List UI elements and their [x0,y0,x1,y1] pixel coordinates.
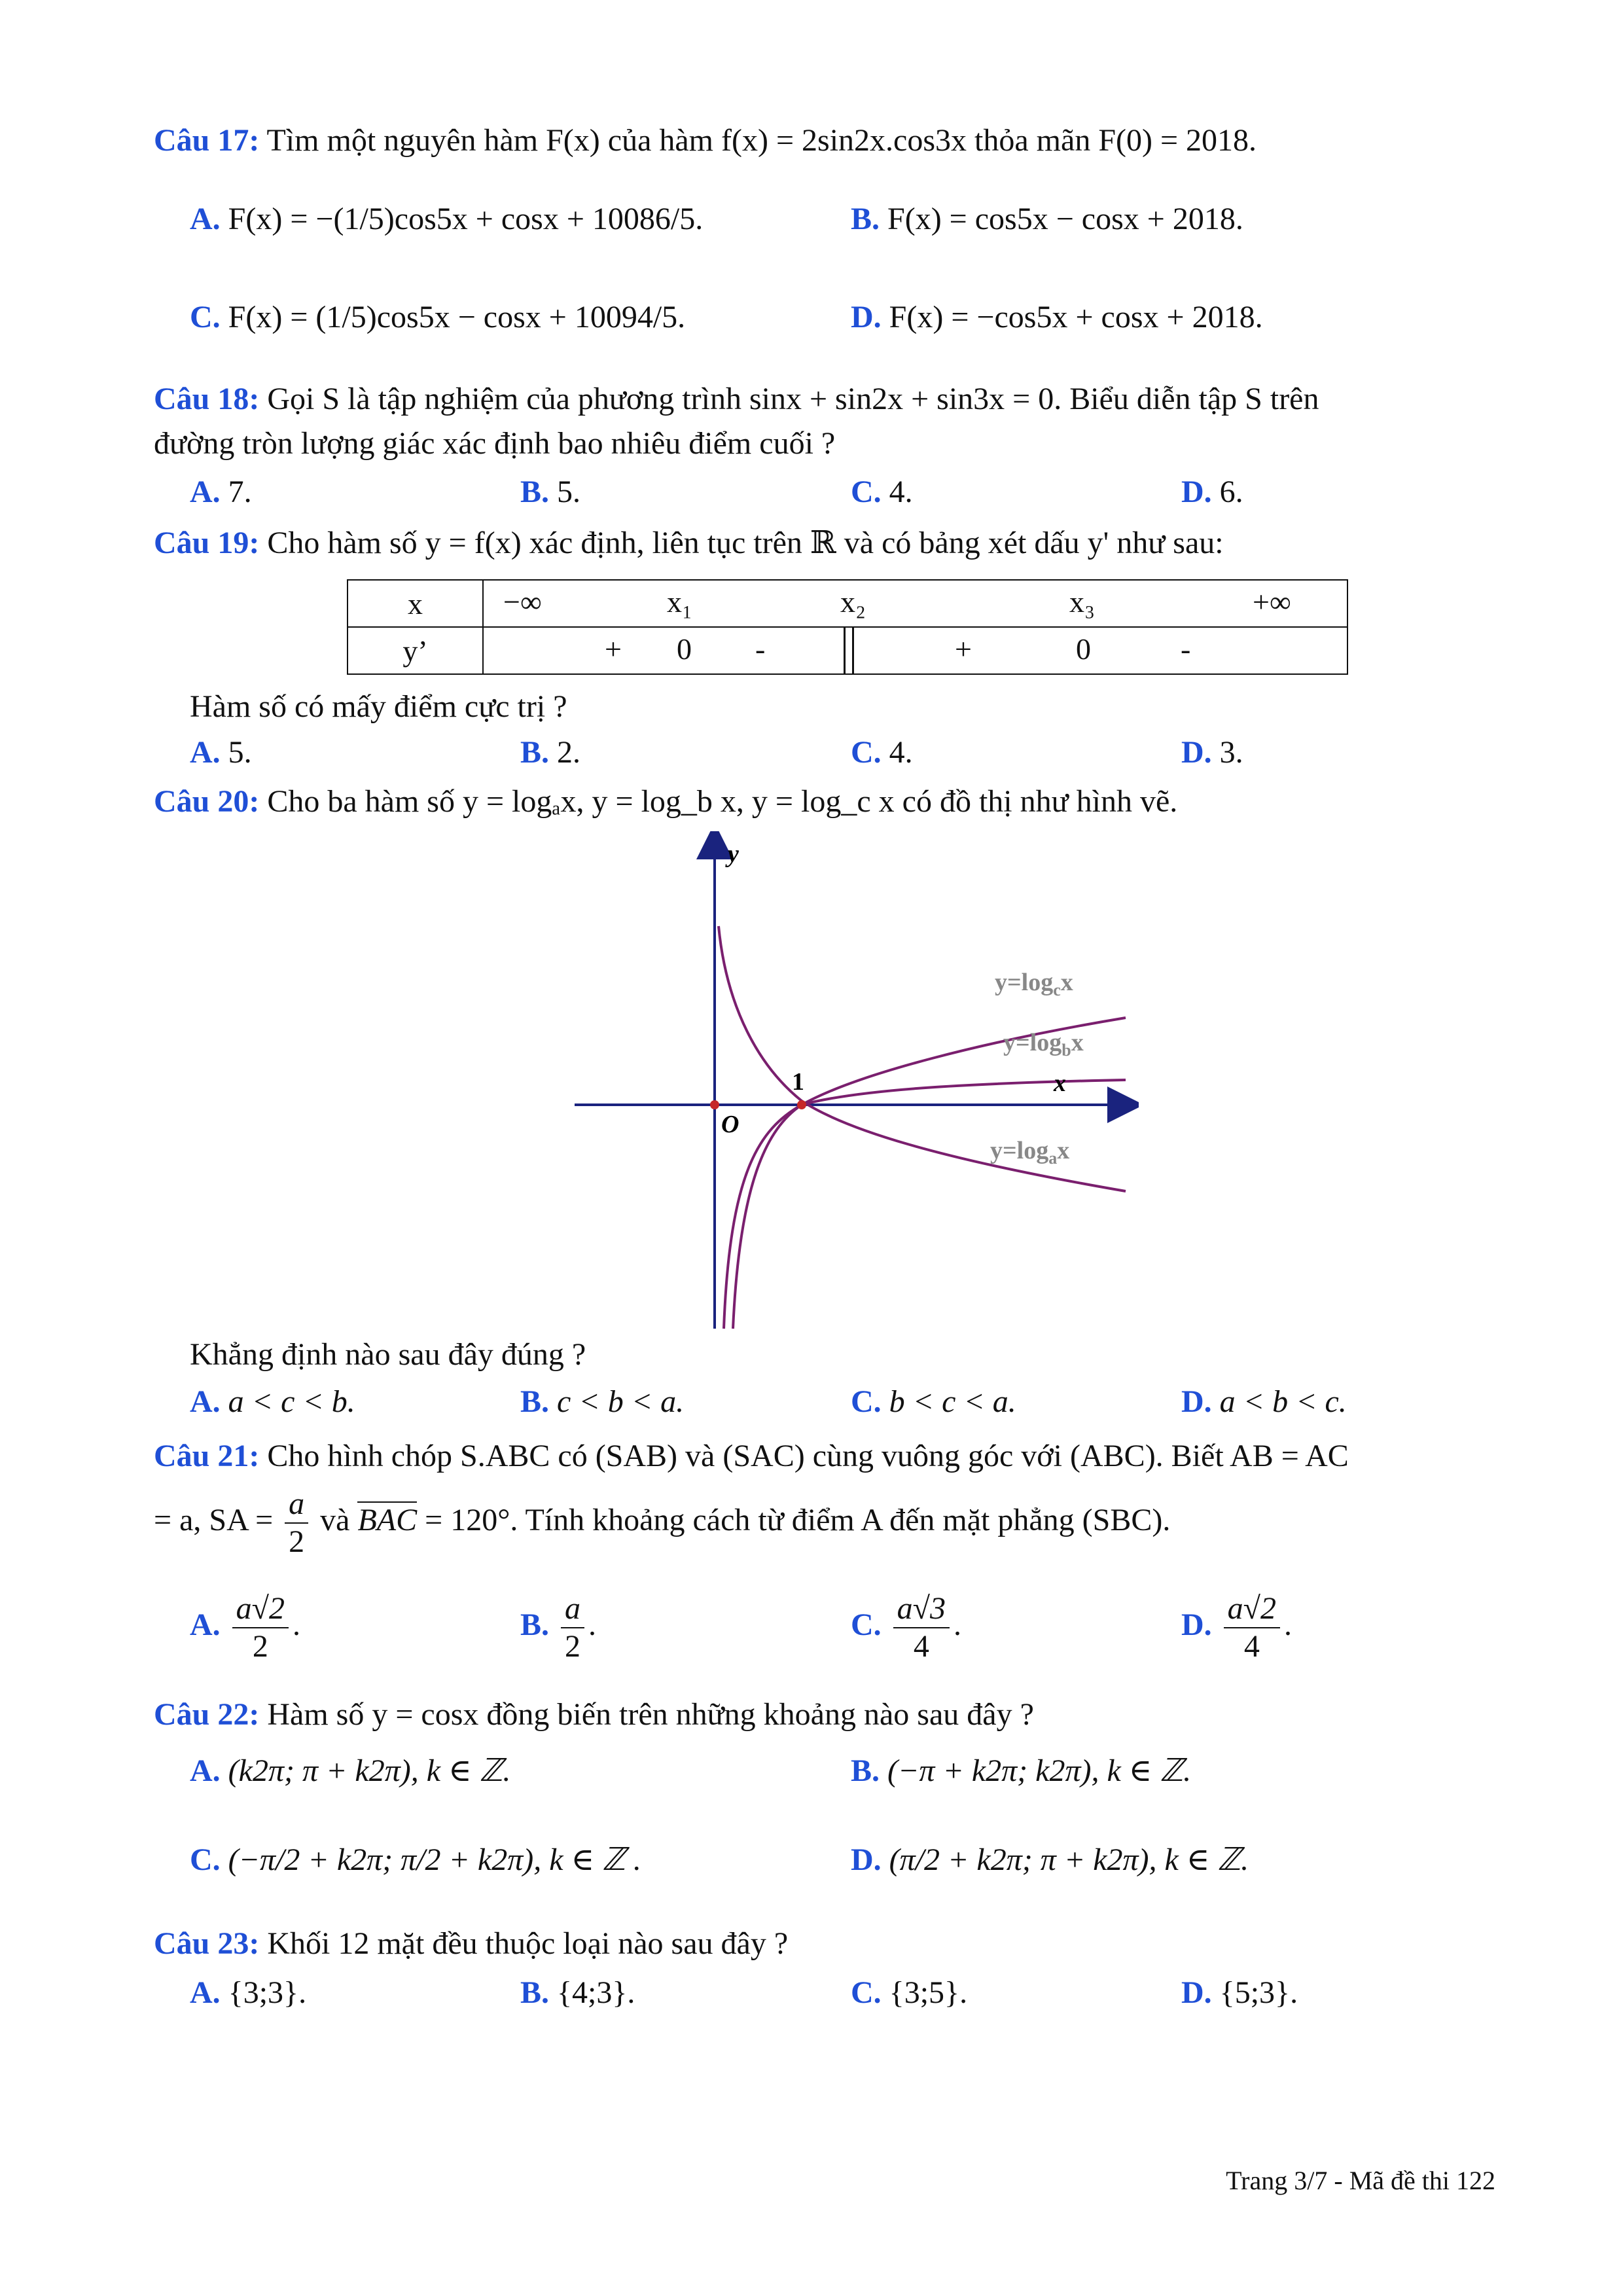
q22-option-a [190,1751,510,1791]
option-label: D. [1181,735,1212,770]
option-label: C. [851,1975,882,2010]
q22-number: Câu 22: [154,1697,260,1732]
q17-option-d [851,298,1263,337]
q21-stem-line1 [154,1437,1349,1476]
q19-question: Hàm số có mấy điểm cực trị ? [190,689,567,724]
q22-stem [154,1695,1034,1734]
option-text: (−π + k2π; k2π), k ∈ ℤ. [887,1753,1192,1788]
option-text: 5. [557,475,581,509]
option-label: D. [1181,1607,1212,1643]
q19-option-c [851,733,913,772]
fraction-numerator: a [561,1590,584,1628]
fraction-denominator: 2 [252,1629,268,1664]
option-label: B. [520,1607,550,1643]
undefined-marker [844,628,854,673]
q17-number: Câu 17: [154,123,260,158]
option-label: D. [1181,475,1212,509]
q23-option-a [190,1973,306,2013]
q23-option-b [520,1973,635,2013]
q19-option-d [1181,733,1243,772]
q18-option-d [1181,473,1243,512]
q21-option-c: C. $\frac{a√3}{4}$ . [851,1591,962,1664]
option-label: C. [851,735,882,770]
q17-option-c [190,298,685,337]
q18-stem-line1 [154,380,1319,419]
q17-text: Tìm một nguyên hàm F(x) của hàm f(x) = 2sin2x.cos3x thỏa mãn F(0) = 2018. [266,123,1257,158]
q19-text: Cho hàm số y = f(x) xác định, liên tục trên ℝ và có bảng xét dấu y' như sau: [267,526,1224,560]
q17-stem [154,121,1257,160]
option-label: A. [190,1975,221,2010]
option-text: c < b < a. [557,1384,685,1419]
origin-point [710,1100,719,1109]
x-axis-label: x [1054,1069,1066,1097]
sign-minus: - [755,632,766,666]
option-text: F(x) = −(1/5)cos5x + cosx + 10086/5. [228,202,704,236]
q22-option-d [851,1840,1249,1880]
option-fraction [232,1590,289,1665]
q21-text1: Cho hình chóp S.ABC có (SAB) và (SAC) cùng vuông góc với (ABC). Biết AB = AC [267,1439,1349,1473]
q19-number: Câu 19: [154,526,260,560]
option-text: (π/2 + k2π; π + k2π), k ∈ ℤ. [889,1842,1249,1877]
origin-label: O [721,1111,740,1138]
label-log-b: $y=\log_bx$ [1003,1029,1084,1060]
option-label: B. [520,475,550,509]
q18-number: Câu 18: [154,382,260,416]
option-fraction [561,1590,584,1665]
option-label: D. [851,300,882,334]
fraction-numerator: a√2 [1224,1590,1280,1628]
q21-option-a: A. $\frac{a√2}{2}$ . [190,1591,301,1664]
option-label: C. [190,1842,221,1877]
option-text: F(x) = −cos5x + cosx + 2018. [889,300,1263,334]
q20-text: Cho ba hàm số y = logₐx, y = log_b x, y = log_c x có đồ thị như hình vẽ. [267,784,1178,819]
option-text: (k2π; π + k2π), k ∈ ℤ. [228,1753,511,1788]
sign-table-x-row [483,580,1347,627]
option-text: 6. [1219,475,1243,509]
sign-zero: 0 [677,632,692,666]
q20-stem [154,782,1177,821]
sa-fraction [285,1486,308,1560]
sign-table-y-row [483,627,1347,674]
point-one [797,1100,806,1109]
q21-stem-line2 [154,1486,1170,1560]
option-fraction [893,1590,950,1665]
q22-option-b [851,1751,1191,1791]
label-log-a: $y=\log_ax$ [990,1137,1070,1168]
neg-infinity: −∞ [503,585,542,619]
q21-text2b: và [320,1503,350,1538]
option-label: A. [190,1384,221,1419]
option-label: C. [190,300,221,334]
option-text: 4. [889,735,913,770]
option-label: C. [851,1384,882,1419]
option-text: {3;3}. [228,1975,307,2010]
option-label: A. [190,202,221,236]
q20-option-b [520,1382,684,1422]
q18-option-b [520,473,580,512]
angle-bac: BAC [357,1503,418,1538]
pos-infinity: +∞ [1253,585,1291,619]
option-label: B. [851,202,880,236]
sign-plus: + [605,632,622,666]
option-fraction [1224,1590,1280,1665]
sign-zero: 0 [1076,632,1091,666]
option-text: 5. [228,735,252,770]
q21-text2c: = 120°. Tính khoảng cách từ điểm A đến mặt phẳng (SBC). [425,1503,1171,1538]
curve-log-b [724,1080,1126,1329]
option-text: F(x) = cos5x − cosx + 2018. [887,202,1243,236]
q19-option-b [520,733,580,772]
option-text: a < c < b. [228,1384,355,1419]
fraction-numerator: a√2 [232,1590,289,1628]
option-label: B. [520,1384,550,1419]
fraction-denominator: 4 [1243,1629,1260,1664]
option-label: B. [520,1975,550,2010]
option-text: 2. [557,735,581,770]
option-text: 7. [228,475,252,509]
q19-stem [154,524,1224,563]
option-label: D. [851,1842,882,1877]
q23-number: Câu 23: [154,1926,260,1961]
option-label: A. [190,475,221,509]
option-text: 3. [1219,735,1243,770]
sign-plus: + [955,632,972,666]
option-label: C. [851,475,882,509]
q18-option-c [851,473,913,512]
q23-option-c [851,1973,967,2013]
q18-stem-line2: đường tròn lượng giác xác định bao nhiêu điểm cuối ? [154,426,836,461]
option-text: {3;5}. [889,1975,968,2010]
option-text: F(x) = (1/5)cos5x − cosx + 10094/5. [228,300,686,334]
q23-text: Khối 12 mặt đều thuộc loại nào sau đây ? [267,1926,789,1961]
option-label: A. [190,1607,221,1643]
q18-text1: Gọi S là tập nghiệm của phương trình sinx + sin2x + sin3x = 0. Biểu diễn tập S trên [267,382,1319,416]
q18-option-a [190,473,252,512]
option-text: a < b < c. [1219,1384,1347,1419]
sign-table-x-head: x [348,580,483,627]
option-text: {4;3}. [557,1975,635,2010]
option-label: B. [851,1753,880,1788]
q17-option-b [851,200,1243,239]
q19-option-a [190,733,252,772]
one-label: 1 [792,1068,804,1096]
fraction-denominator: 4 [913,1629,929,1664]
q20-option-c [851,1382,1016,1422]
option-label: D. [1181,1384,1212,1419]
q22-text: Hàm số y = cosx đồng biến trên những khoảng nào sau đây ? [267,1697,1034,1732]
q20-option-a [190,1382,355,1422]
option-label: A. [190,735,221,770]
fraction-denominator: 2 [289,1524,305,1559]
option-text: {5;3}. [1219,1975,1298,2010]
log-graph [569,831,1139,1335]
x1-label: x₁ [667,585,693,619]
q20-question: Khẳng định nào sau đây đúng ? [190,1337,586,1372]
q22-option-c [190,1840,641,1880]
q23-stem [154,1924,788,1964]
fraction-numerator: a√3 [893,1590,950,1628]
option-text: 4. [889,475,913,509]
y-axis-label: y [728,840,739,868]
option-label: A. [190,1753,221,1788]
fraction-numerator: a [285,1486,308,1524]
x3-label: x₃ [1069,585,1096,619]
option-text: (−π/2 + k2π; π/2 + k2π), k ∈ ℤ . [228,1842,641,1877]
sign-minus: - [1181,632,1191,666]
fraction-denominator: 2 [565,1629,581,1664]
q21-option-b: B. $\frac{a}{2}$ . [520,1591,597,1664]
q20-option-d [1181,1382,1347,1422]
curve-log-c [733,1018,1126,1329]
option-label: B. [520,735,550,770]
option-text: b < c < a. [889,1384,1016,1419]
page-footer: Trang 3/7 - Mã đề thi 122 [1226,2166,1495,2195]
sign-table-y-head: y’ [348,627,483,674]
q21-number: Câu 21: [154,1439,260,1473]
option-label: D. [1181,1975,1212,2010]
x2-label: x₂ [840,585,866,619]
q21-text2a: = a, SA = [154,1503,274,1538]
q23-option-d [1181,1973,1298,2013]
q17-option-a [190,200,703,239]
q21-option-d: D. $\frac{a√2}{4}$ . [1181,1591,1293,1664]
q20-number: Câu 20: [154,784,260,819]
label-log-c: $y=\log_cx$ [995,969,1073,999]
option-label: C. [851,1607,882,1643]
sign-table [347,579,1348,675]
